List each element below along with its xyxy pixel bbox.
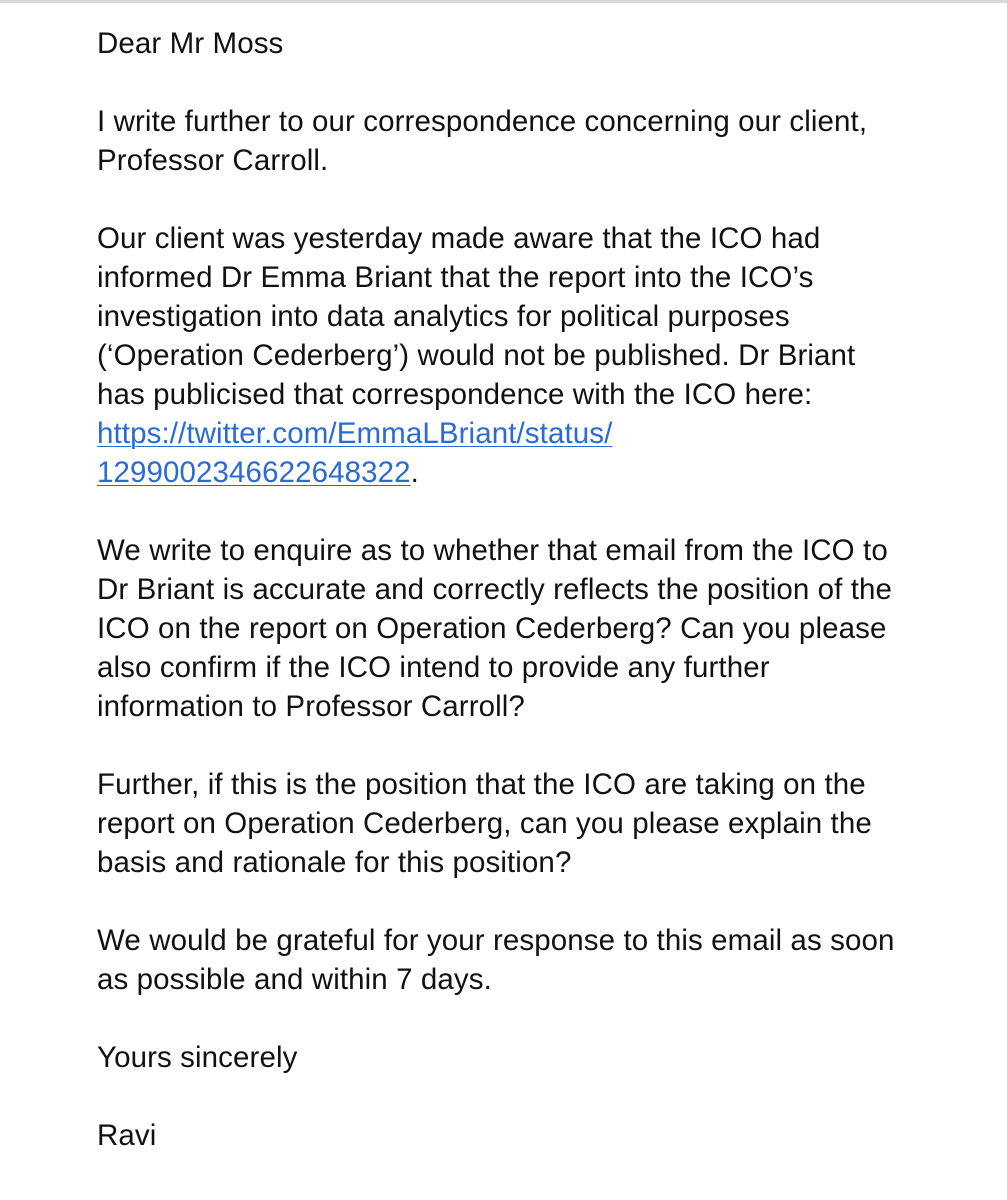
- closing: Yours sincerely: [97, 1041, 298, 1074]
- paragraph-basis-request: Further, if this is the position that the ICO are taking on the report on Operation Cederberg, can you please explain the basis and rationale for this position?: [97, 768, 872, 879]
- twitter-link-part1: https://twitter.com/EmmaLBriant/status/: [97, 417, 613, 450]
- paragraph-correspondence: I write further to our correspondence concerning our client, Professor Carroll.: [97, 105, 868, 177]
- paragraph-response-request: We would be grateful for your response to this email as soon as possible and within 7 days.: [97, 924, 895, 996]
- paragraph-report-notice: [97, 219, 897, 492]
- twitter-status-link[interactable]: [97, 417, 612, 489]
- paragraph-report-text: Our client was yesterday made aware that the ICO had informed Dr Emma Briant that the report into the ICO’s investigation into data analytics for political purposes (‘Operation Cederberg’) would not be published. Dr Briant has publicised that correspondence with the ICO here:: [97, 222, 856, 411]
- signature: Ravi: [97, 1119, 157, 1152]
- paragraph-enquiry: We write to enquire as to whether that email from the ICO to Dr Briant is accurate and correctly reflects the position of the ICO on the report on Operation Cederberg? Can you please also confirm if the ICO intend to provide any further information to Professor Carroll?: [97, 534, 893, 723]
- top-divider: [0, 0, 1007, 3]
- salutation: Dear Mr Moss: [97, 27, 284, 60]
- paragraph-report-end: .: [410, 456, 419, 489]
- email-body: [97, 24, 897, 1155]
- twitter-link-part2: 1299002346622648322: [97, 456, 411, 489]
